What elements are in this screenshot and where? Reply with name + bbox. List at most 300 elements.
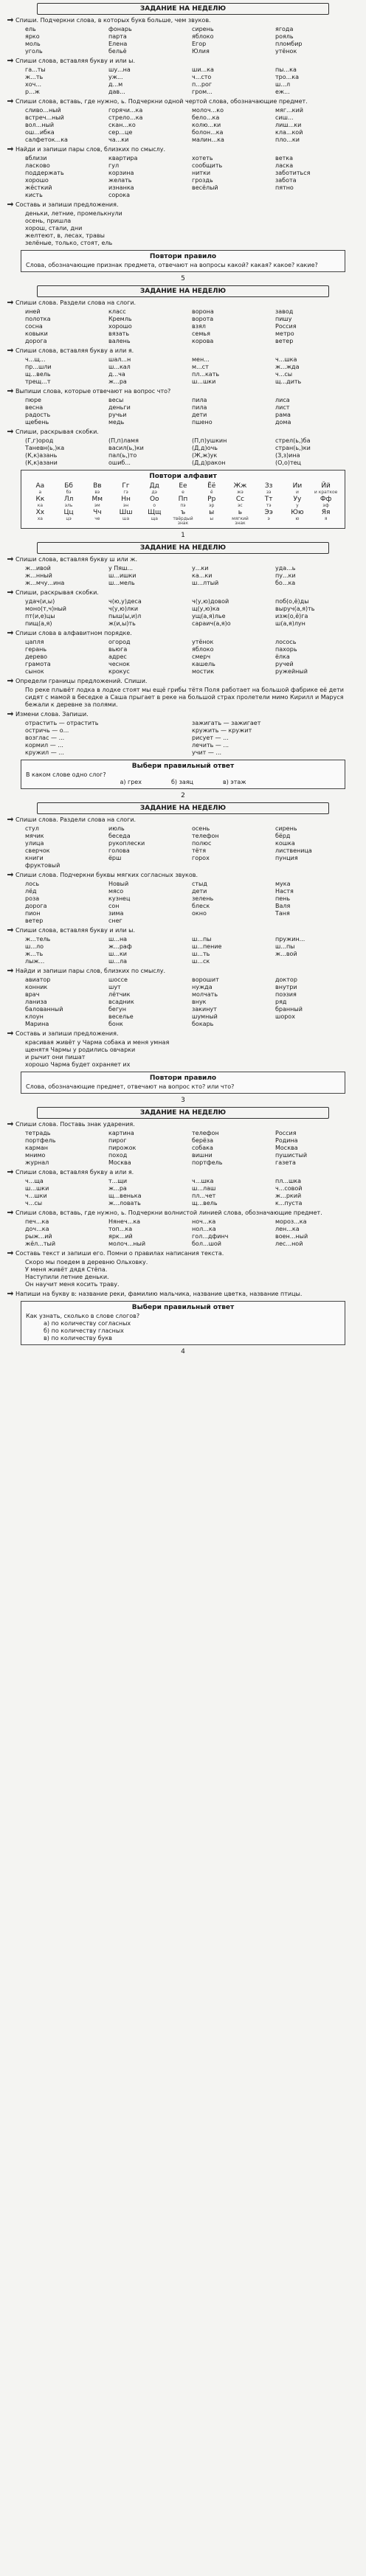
word-item: веселье [108, 1013, 134, 1020]
sentence-list [7, 210, 359, 247]
sentence-line: деньки, летние, промелькнули [25, 210, 122, 217]
word-item: ёрш [108, 855, 122, 861]
word-item: клоун [25, 1013, 44, 1020]
pencil-icon [7, 817, 13, 822]
word-item: зелень [192, 895, 214, 902]
word-item: крокус [108, 668, 130, 675]
letter-name: е [182, 490, 184, 495]
answer-question: В каком слове одно слог? [26, 771, 106, 778]
answer-option: б) по количеству гласных [44, 1327, 124, 1334]
word-item: Россия [275, 1130, 297, 1136]
sentence-line: Скоро мы поедем в деревню Ольховку. [25, 1259, 148, 1266]
alphabet-letter [55, 508, 83, 526]
letter-glyph: ы [209, 509, 215, 516]
word-item: ч(у,ю)довой [192, 598, 229, 605]
word-item: колю...ки [192, 122, 221, 128]
letter-glyph: Уу [293, 496, 302, 503]
word-item: кошка [275, 840, 295, 847]
word-item: доч...ка [25, 1226, 49, 1232]
word-item: (П,п)ламя [108, 437, 139, 444]
alphabet-letter [169, 495, 198, 508]
word-item: мячик [25, 833, 44, 839]
word-item: кормил — ... [25, 742, 63, 749]
word-item: кла...кой [275, 129, 303, 136]
letter-glyph: Фф [320, 496, 332, 503]
word-grid [7, 437, 359, 467]
word-item: ласка [275, 162, 294, 169]
word-item: д...ча [108, 371, 125, 378]
sentence-line: хорошо Чарма будет охраняет их [25, 1061, 131, 1068]
word-item: пирожок [108, 1145, 137, 1151]
word-grid [7, 155, 359, 199]
alphabet-letter [283, 495, 312, 508]
answer-option: а) по количеству согласных [44, 1320, 131, 1327]
alphabet-letter [197, 482, 226, 495]
word-item: поддержать [25, 170, 64, 176]
word-item: ш...шки [192, 378, 216, 385]
word-item: радость [25, 412, 51, 418]
word-item: сосна [25, 323, 43, 330]
alphabet-letter [311, 495, 340, 508]
word-item: ч...шка [192, 1178, 214, 1184]
word-item: стыд [192, 881, 207, 887]
word-item: Валя [275, 903, 291, 909]
letter-name: ша [122, 516, 130, 521]
word-item: бонк [108, 1021, 123, 1027]
word-item: хорошо [108, 323, 132, 330]
task-instruction: Спиши слова. Раздели слова на слоги. [7, 816, 359, 824]
word-item: ярк...ий [108, 1233, 133, 1240]
word-item: гром... [192, 88, 213, 95]
word-item: дорога [25, 338, 47, 344]
letter-glyph: Нн [121, 496, 131, 503]
letter-name: ка [37, 503, 44, 508]
word-item: пила [192, 404, 207, 411]
word-item: Россия [275, 323, 297, 330]
alphabet-letter [169, 482, 198, 495]
word-item: (К,к)азани [25, 459, 58, 466]
task-instruction: Спиши слова, вставляя букву ш или ж. [7, 556, 359, 563]
word-item: стул [25, 825, 39, 832]
word-item: парта [108, 33, 127, 40]
word-item: картина [108, 1130, 134, 1136]
word-item: ч(у,ю)лки [108, 605, 139, 612]
word-item: дома [275, 419, 291, 426]
page-number: 2 [181, 792, 185, 799]
word-item: дети [192, 412, 207, 418]
letter-glyph: Кк [35, 496, 45, 503]
letter-name: че [94, 516, 100, 521]
word-item: ноч...ка [192, 1218, 216, 1225]
word-item: балованный [25, 1006, 63, 1013]
task-instruction: Составь текст и запиши его. Помни о правилах написания текста. [7, 1250, 359, 1257]
word-item: цапля [25, 639, 44, 645]
word-item: ружейный [275, 668, 308, 675]
word-item: ярко [25, 33, 40, 40]
word-item: телефон [192, 1130, 219, 1136]
word-item: пунция [275, 855, 298, 861]
word-item: заботиться [275, 170, 311, 176]
alphabet-letter [226, 482, 255, 495]
word-item: карман [25, 1145, 48, 1151]
word-item: (Д,д)ракон [192, 459, 226, 466]
sentence-line: У меня живёт дядя Стёпа. [25, 1266, 108, 1273]
word-item: семья [192, 330, 210, 337]
word-item: сорока [108, 192, 130, 198]
word-item: жёсткий [25, 184, 52, 191]
word-item: рыж...ий [25, 1233, 52, 1240]
page-number: 4 [181, 1348, 185, 1355]
pencil-icon [7, 202, 13, 206]
word-item: (Г,г)ород [25, 437, 54, 444]
word-item: Марина [25, 1021, 49, 1027]
letter-name: вэ [94, 490, 100, 495]
alphabet-letter [255, 495, 283, 508]
word-item: уголь [25, 48, 43, 55]
word-item: собака [192, 1145, 213, 1151]
section-header: ЗАДАНИЕ НА НЕДЕЛЮ [37, 802, 329, 814]
word-item: изнанка [108, 184, 134, 191]
word-item: салфеток...ка [25, 136, 68, 143]
letter-name: твёрдый знак [173, 516, 193, 526]
word-grid [7, 881, 359, 925]
letter-glyph: ъ [180, 509, 186, 516]
word-item: внук [192, 999, 207, 1005]
word-item: хотеть [192, 155, 213, 162]
word-grid [7, 936, 359, 965]
word-item: доктор [275, 976, 297, 983]
sentence-list [7, 1259, 359, 1288]
word-grid [7, 107, 359, 144]
answer-option: в) по количеству букв [44, 1335, 112, 1341]
answer-title: Выбери правильный ответ [131, 763, 235, 770]
alphabet-letter [26, 508, 55, 526]
pencil-icon [7, 678, 13, 683]
word-item: ветка [275, 155, 294, 162]
word-item: скан...ко [108, 122, 136, 128]
word-item: Юлия [192, 48, 210, 55]
word-item: конник [25, 984, 48, 990]
word-item: еж... [275, 88, 290, 95]
word-item: блеск [192, 903, 210, 909]
word-item: ж...ть [25, 951, 44, 957]
alphabet-letter [311, 482, 340, 495]
word-item: у Пяш... [108, 565, 134, 572]
word-item: яблоко [192, 33, 214, 40]
word-item: пы...ка [275, 66, 297, 73]
word-item: щ...вель [25, 371, 51, 378]
alphabet-letter [197, 495, 226, 508]
letter-name: дэ [151, 490, 157, 495]
section-header: ЗАДАНИЕ НА НЕДЕЛЮ [37, 542, 329, 554]
word-grid [7, 825, 359, 869]
letter-name: пэ [180, 503, 186, 508]
word-item: молчать [192, 991, 218, 998]
letter-name: ю [295, 516, 300, 521]
letter-glyph: Юю [291, 509, 304, 516]
word-item: пл...шка [275, 1178, 302, 1184]
alphabet-letter [111, 495, 140, 508]
letter-glyph: Жж [233, 482, 247, 490]
word-item: ж...ивой [25, 565, 51, 572]
word-item: берёза [192, 1137, 214, 1144]
word-item: лиш...ки [275, 122, 302, 128]
sentence-line: Наступили летние деньки. [25, 1274, 109, 1280]
word-item: ч...сы [275, 371, 293, 378]
word-item: ч...шка [275, 356, 297, 363]
letter-glyph: Чч [93, 509, 102, 516]
sentence-line: щенятя Чармы у родились овчарки [25, 1046, 136, 1053]
word-item: лосось [275, 639, 297, 645]
task-instruction: Определи границы предложений. Спиши. [7, 678, 359, 685]
word-item: ш...пение [192, 943, 222, 950]
word-item: поб(о,ё)ды [275, 598, 309, 605]
word-item: Москва [108, 1159, 131, 1166]
word-item: остричь — о... [25, 727, 69, 734]
word-item: бо...ка [275, 580, 296, 586]
word-item: удач(и,ы) [25, 598, 55, 605]
word-item: корзина [108, 170, 134, 176]
letter-name: у [296, 503, 299, 508]
word-item: ж...жда [275, 364, 300, 370]
sentence-line: красивая живёт у Чарма собака и меня умная [25, 1039, 170, 1046]
answer-options [26, 779, 340, 786]
word-item: ручьи [108, 412, 127, 418]
word-item: Новый [108, 881, 129, 887]
letter-name: зэ [266, 490, 272, 495]
word-item: медь [108, 419, 125, 426]
word-item: дерево [25, 653, 48, 660]
sentence-line: желтеют, в, лесах, травы [25, 232, 105, 239]
pencil-icon [7, 1031, 13, 1035]
letter-glyph: Оо [149, 496, 159, 503]
word-item: топ...ка [108, 1226, 133, 1232]
alphabet-letter [197, 508, 226, 526]
word-item: голова [108, 847, 130, 854]
alphabet-letter [226, 508, 255, 526]
word-item: сон [108, 903, 120, 909]
word-item: гул [108, 162, 120, 169]
task-instruction: Выпиши слова, которые отвечают на вопрос что? [7, 388, 359, 395]
word-item: портфель [192, 1159, 223, 1166]
word-item: шут [108, 984, 121, 990]
word-item: васил(ь,)ки [108, 445, 144, 451]
word-item: моль [25, 41, 41, 47]
task-instruction: Спиши слова, вставь, где нужно, ь. Подчеркни одной чертой слова, обозначающие предмет. [7, 98, 359, 105]
word-item: нужда [192, 984, 213, 990]
word-item: ш...пы [275, 943, 295, 950]
word-item: ж...мчу...ина [25, 580, 65, 586]
letter-glyph: Тт [264, 496, 273, 503]
word-item: ш...ск [192, 958, 210, 965]
word-item: ручей [275, 661, 294, 667]
sentence-line: и рычит они пишат [25, 1054, 86, 1060]
task-instruction: Спиши слова в алфавитном порядке. [7, 630, 359, 637]
word-grid [7, 639, 359, 676]
word-item: сливо...ный [25, 107, 61, 114]
letter-name: гэ [123, 490, 128, 495]
alphabet-letter [83, 482, 111, 495]
alphabet-letter [83, 508, 111, 526]
word-item: к...пуста [275, 1200, 303, 1207]
word-item: ка...ки [192, 572, 213, 579]
task-instruction: Спиши, раскрывая скобки. [7, 589, 359, 597]
word-item: ча...ки [108, 136, 129, 143]
answer-option: в) этаж [222, 779, 246, 785]
word-item: тро...ка [275, 74, 299, 80]
word-item: сараич(а,я)о [192, 620, 231, 627]
answer-title: Выбери правильный ответ [131, 1304, 235, 1311]
rule-box [21, 250, 345, 272]
word-item: жёл...тый [25, 1240, 56, 1247]
letter-glyph: ь [238, 509, 243, 516]
word-item: квартира [108, 155, 138, 162]
word-item: бельё [108, 48, 127, 55]
word-item: дети [192, 888, 207, 895]
task-instruction: Спиши слова, вставляя букву а или я. [7, 1169, 359, 1176]
word-item: Москва [275, 1145, 298, 1151]
letter-glyph: Дд [149, 482, 159, 490]
rule-title: Повтори правило [149, 253, 217, 260]
word-item: желать [108, 177, 132, 184]
word-item: мнимо [25, 1152, 46, 1159]
word-item: портфель [25, 1137, 56, 1144]
word-item: мостик [192, 668, 215, 675]
task-instruction: Составь и запиши предложения. [7, 201, 359, 209]
letter-name: и [295, 490, 299, 495]
word-item: горох [192, 855, 210, 861]
word-item: фруктовый [25, 862, 61, 869]
word-item: сверчок [25, 847, 50, 854]
letter-name: ы [210, 516, 214, 521]
word-item: рисует — ... [192, 735, 229, 741]
word-item: ж...вой [275, 951, 297, 957]
word-item: га...ты [25, 66, 46, 73]
word-item: бёрд [275, 833, 291, 839]
word-item: ветер [25, 917, 44, 924]
word-item: Нянеч...ка [108, 1218, 141, 1225]
letter-name: эль [64, 503, 73, 508]
rule-text: Слова, обозначающие признак предмета, отвечают на вопросы какой? какая? какое? какие? [26, 262, 318, 268]
word-item: ош...ибка [25, 129, 55, 136]
word-item: ворота [192, 316, 214, 322]
word-item: мясо [108, 888, 124, 895]
word-item: шал...н [108, 356, 131, 363]
word-item: ш...лаш [192, 1185, 216, 1192]
word-item: мен... [192, 356, 210, 363]
word-item: ш...лтый [192, 580, 219, 586]
pencil-icon [7, 1122, 13, 1126]
word-grid [7, 1218, 359, 1248]
alphabet-letter [55, 495, 83, 508]
word-item: корова [192, 338, 214, 344]
word-item: (Д,д)очь [192, 445, 218, 451]
letter-name: и краткое [314, 490, 338, 495]
word-item: т...щи [108, 1178, 128, 1184]
word-item: воен...ный [275, 1233, 308, 1240]
word-item: шоссе [108, 976, 128, 983]
pencil-icon [7, 557, 13, 561]
letter-name: эф [322, 503, 329, 508]
alphabet-letter [140, 482, 169, 495]
word-item: гроздь [192, 177, 213, 184]
word-item: вблизи [25, 155, 47, 162]
word-item: горячи...ка [108, 107, 143, 114]
letter-name: бэ [66, 490, 72, 495]
word-item: пружин... [275, 936, 305, 942]
word-item: нитки [192, 170, 211, 176]
rule-text: Слова, обозначающие предмет, отвечают на вопрос кто? или что? [26, 1083, 235, 1090]
section-header: ЗАДАНИЕ НА НЕДЕЛЮ [37, 285, 329, 297]
letter-glyph: Хх [35, 509, 45, 516]
word-item: Егор [192, 41, 207, 47]
letter-glyph: Йй [321, 482, 331, 490]
task-instruction: Спиши слова. Поставь знак ударения. [7, 1121, 359, 1128]
word-item: утёнок [192, 639, 214, 645]
section-header: ЗАДАНИЕ НА НЕДЕЛЮ [37, 1107, 329, 1119]
word-item: кружил — ... [25, 749, 64, 756]
word-item: стран(ь,)ки [275, 445, 311, 451]
word-item: ж...ркий [275, 1192, 302, 1199]
sentence-line: зелёные, только, стоят, ель [25, 240, 113, 246]
sentence-line: осень, пришла [25, 218, 72, 224]
word-grid [7, 356, 359, 386]
word-item: мороз...ка [275, 1218, 307, 1225]
word-item: завод [275, 308, 294, 315]
word-item: бегун [108, 1006, 127, 1013]
word-item: моно(т,ч)ный [25, 605, 66, 612]
word-item: болон...ка [192, 129, 224, 136]
word-item: щебень [25, 419, 49, 426]
answer-options [26, 1320, 340, 1342]
word-item: пал(ь,)то [108, 452, 137, 459]
letter-name: эн [122, 503, 129, 508]
word-item: ворошит [192, 976, 219, 983]
word-item: ч...шки [25, 1192, 47, 1199]
alphabet-title: Повтори алфавит [149, 473, 217, 480]
word-item: сирень [192, 26, 214, 32]
task-instruction: Найди и запиши пары слов, близких по смыслу. [7, 968, 359, 975]
word-item: пахорь [275, 646, 297, 653]
word-item: пятно [275, 184, 294, 191]
task-text: По реке плывёт лодка в лодке стоят мы ещё грибы тётя Поля работает на большой фабрике её дети сидят с мамой в беседке а Саша прыгает в реке на большой страх пролетели мимо Кирилл и Маруся бежали к деревне за полями. [25, 687, 344, 708]
letter-name: цэ [66, 516, 72, 521]
word-item: бокарь [192, 1021, 214, 1027]
word-item: м...ст [192, 364, 209, 370]
word-item: лёд [25, 888, 37, 895]
word-item: газета [275, 1159, 296, 1166]
word-item: роза [25, 895, 40, 902]
word-grid [7, 26, 359, 55]
word-item: Елена [108, 41, 128, 47]
letter-name: ха [37, 516, 43, 521]
word-item: выруч(а,я)ть [275, 605, 315, 612]
word-item: ворона [192, 308, 214, 315]
word-item: закинут [192, 1006, 217, 1013]
rule-box [21, 1072, 345, 1094]
word-grid [7, 976, 359, 1028]
word-item: хорошо [25, 177, 49, 184]
task-instruction: Составь и запиши предложения. [7, 1030, 359, 1038]
word-item: ёлка [275, 653, 290, 660]
word-item: ж...тель [25, 936, 51, 942]
word-item: пирог [108, 1137, 127, 1144]
letter-name: ё [210, 490, 213, 495]
word-grid [7, 308, 359, 345]
word-item: улица [25, 840, 44, 847]
word-item: смерч [192, 653, 211, 660]
pencil-icon [7, 429, 13, 434]
